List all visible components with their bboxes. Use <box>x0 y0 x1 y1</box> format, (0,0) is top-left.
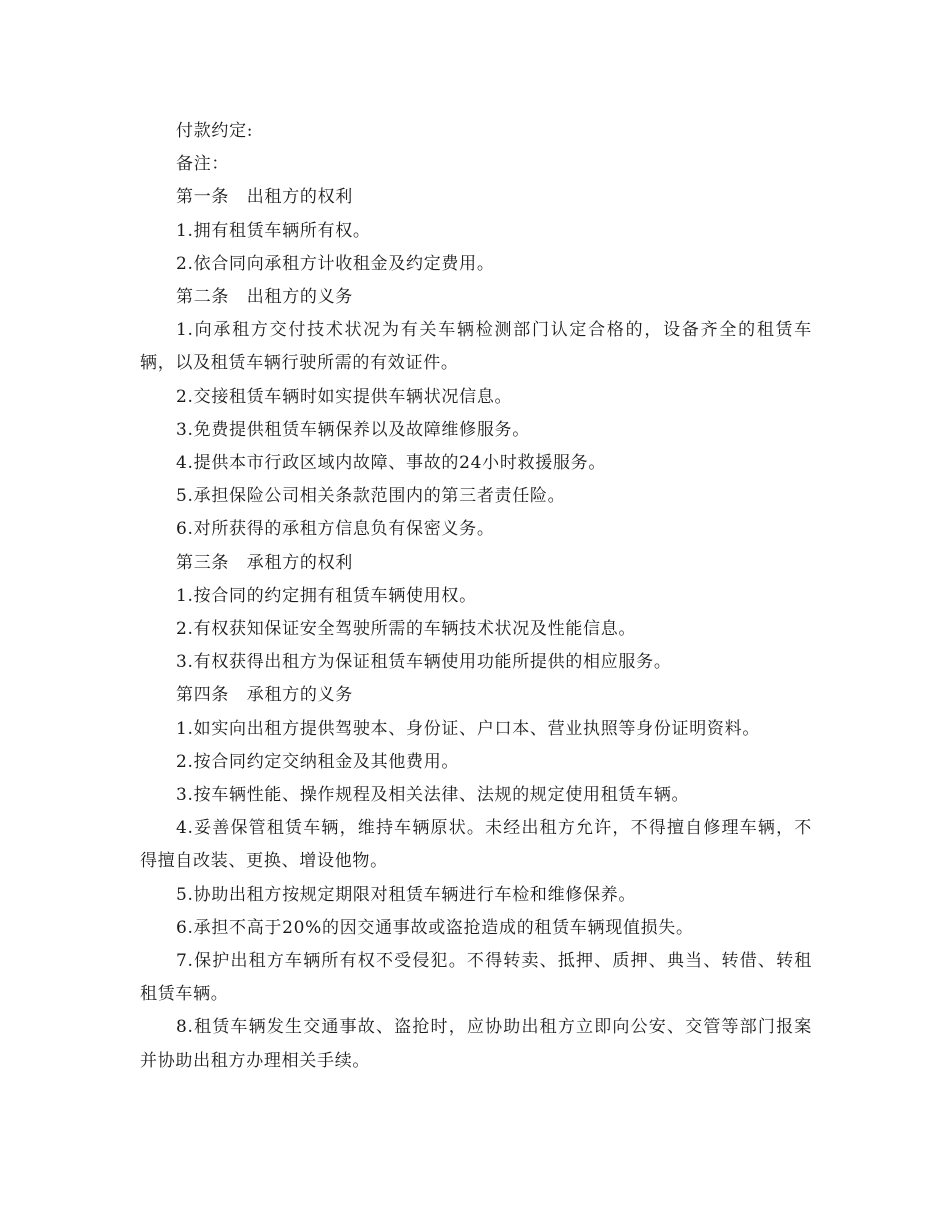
article-2-item-1: 1.向承租方交付技术状况为有关车辆检测部门认定合格的，设备齐全的租赁车辆，以及租赁车辆行驶所需的有效证件。 <box>140 320 812 374</box>
remarks-line: 备注： <box>176 154 230 175</box>
article-2-heading: 第二条 出租方的义务 <box>176 287 353 308</box>
article-3-item-3: 3.有权获得出租方为保证租赁车辆使用功能所提供的相应服务。 <box>176 652 672 673</box>
article-3-heading: 第三条 承租方的权利 <box>176 552 353 573</box>
document-body <box>140 115 812 1078</box>
article-4-item-5: 5.协助出租方按规定期限对租赁车辆进行车检和维修保养。 <box>176 884 637 905</box>
article-4-item-7: 7.保护出租方车辆所有权不受侵犯。不得转卖、抵押、质押、典当、转借、转租租赁车辆。 <box>140 951 812 1005</box>
article-1-item-1: 1.拥有租赁车辆所有权。 <box>176 220 371 241</box>
article-4-item-8: 8.租赁车辆发生交通事故、盗抢时，应协助出租方立即向公安、交管等部门报案并协助出租方办理相关手续。 <box>140 1017 812 1071</box>
article-2-item-6: 6.对所获得的承租方信息负有保密义务。 <box>176 519 495 540</box>
article-4-item-4: 4.妥善保管租赁车辆，维持车辆原状。未经出租方允许，不得擅自修理车辆，不得擅自改装、更换、增设他物。 <box>140 818 812 872</box>
article-2-item-2: 2.交接租赁车辆时如实提供车辆状况信息。 <box>176 386 513 407</box>
article-1-item-2: 2.依合同向承租方计收租金及约定费用。 <box>176 253 495 274</box>
article-4-item-6: 6.承担不高于20%的因交通事故或盗抢造成的租赁车辆现值损失。 <box>176 917 694 938</box>
article-4-item-1: 1.如实向出租方提供驾驶本、身份证、户口本、营业执照等身份证明资料。 <box>176 718 761 739</box>
article-4-heading: 第四条 承租方的义务 <box>176 685 353 706</box>
article-3-item-2: 2.有权获知保证安全驾驶所需的车辆技术状况及性能信息。 <box>176 619 637 640</box>
article-2-item-4: 4.提供本市行政区域内故障、事故的24小时救援服务。 <box>176 453 607 474</box>
payment-terms-line: 付款约定: <box>176 121 254 141</box>
article-4-item-2: 2.按合同约定交纳租金及其他费用。 <box>176 751 460 772</box>
article-1-heading: 第一条 出租方的权利 <box>176 187 353 208</box>
article-2-item-3: 3.免费提供租赁车辆保养以及故障维修服务。 <box>176 419 530 440</box>
article-3-item-1: 1.按合同的约定拥有租赁车辆使用权。 <box>176 585 477 606</box>
article-4-item-3: 3.按车辆性能、操作规程及相关法律、法规的规定使用租赁车辆。 <box>176 785 690 806</box>
article-2-item-5: 5.承担保险公司相关条款范围内的第三者责任险。 <box>176 486 566 507</box>
